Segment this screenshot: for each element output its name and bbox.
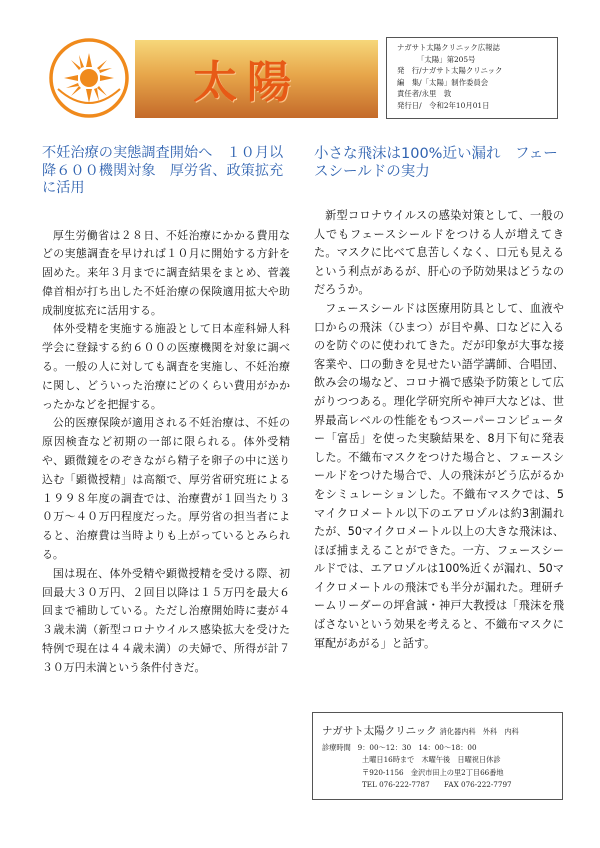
article-infertility: [42, 145, 290, 678]
clinic-notes: 土曜日16時まで 木曜午後 日曜祝日休診: [362, 755, 501, 765]
clinic-departments: 消化器内科 外科 内科: [439, 727, 519, 736]
article-paragraph: フェースシールドは医療用防具として、血液や口からの飛沫（ひまつ）が目や鼻、口などに入るのを防ぐのに使われてきた。だが印象が大事な接客業や、口の動きを見せたい語学講師、合唱団、飲み会の場など、コロナ禍で感染予防策として広がりつつある。理化学研究所や神戸大などは、世界最高レベルの性能をもつスーパーコンピューター「富岳」を使った実験結果を、8月下旬に発表した。不織布マスクをつけた場合と、フェースシールドをつけた場合で、人の飛沫がどう広がるかをシミュレーションした。不織布マスクでは、5マイクロメートル以下のエアロゾルは約3割漏れたが、50マイクロメートル以上の大きな飛沫は、ほぼ捕まえることができた。一方、フェースシールドでは、エアロゾルは100%近くが漏れ、50マイクロメートルの飛沫でも半分が漏れた。理研チームリーダーの坪倉誠・神戸大教授は「飛沫を飛ばさないという効果を考えると、不織布マスクに軍配があがる」と話す。: [314, 301, 564, 650]
article-face-shield: [314, 145, 564, 653]
clinic-hours-label: 診療時間: [322, 743, 351, 752]
article-paragraph: 新型コロナウイルスの感染対策として、一般の人でもフェースシールドをつける人が増えてきた。マスクに比べて息苦しくなく、口元も見えるという利点があるが、肝心の予防効果はどうなのだろうか。: [314, 209, 564, 297]
masthead-line-date: 発行日/ 令和2年10月01日: [397, 100, 490, 110]
article-paragraph: 体外受精を実施する施設として日本産科婦人科学会に登録する約６００の医療機関を対象に調べる。一般の人に対しても調査を実施し、不妊治療に関し、どういった治療にどのくらい費用がかかったかなどを把握する。: [42, 322, 290, 411]
clinic-phone: TEL 076-222-7787 FAX 076-222-7797: [362, 780, 512, 790]
sun-logo-icon: [48, 37, 130, 119]
newsletter-banner: [135, 40, 378, 118]
clinic-name: ナガサト太陽クリニック: [322, 725, 437, 737]
article-headline: 小さな飛沫は100%近い漏れ フェースシールドの実力: [314, 146, 558, 180]
article-paragraph: 公的医療保険が適用される不妊治療は、不妊の原因検査など初期の一部に限られる。体外受精や、顕微鏡をのぞきながら精子を卵子の中に送り込む「顕微授精」は高額で、厚労省研究班による１９９８年度の調査では、治療費が１回当たり３０万～４０万円程度だった。厚労省の担当者によると、治療費は当時よりも上がっているとみられる。: [42, 416, 290, 562]
article-body: [314, 207, 564, 653]
masthead-box: [386, 37, 558, 119]
masthead-line-publisher: 発 行/ナガサト太陽クリニック: [397, 66, 503, 76]
clinic-info-box: [312, 712, 563, 800]
article-paragraph: 国は現在、体外受精や顕微授精を受ける際、初回最大３０万円、２回目以降は１５万円を最大６回まで補助している。ただし治療開始時に妻が４３歳未満（新型コロナウイルス感染拡大を受けた特例で現在は４４歳未満）の夫婦で、所得が計７３０万円未満という条件付きだ。: [42, 566, 290, 674]
banner-title: 太陽: [193, 57, 301, 108]
masthead-line-publication: ナガサト太陽クリニック広報誌: [397, 43, 500, 52]
clinic-hours: 9：00～12：30 14：00～18：00: [357, 743, 477, 752]
article-body: [42, 227, 290, 678]
article-headline: 不妊治療の実態調査開始へ １０月以降６００機関対象 厚労省、政策拡充に活用: [42, 145, 284, 196]
masthead-line-responsible: 責任者/永里 敦: [397, 89, 452, 99]
masthead-line-issue: 「太陽」第205号: [417, 54, 476, 64]
masthead-line-editor: 編 集/「太陽」制作委員会: [397, 77, 489, 87]
article-paragraph: 厚生労働省は２８日、不妊治療にかかる費用などの実態調査を早ければ１０月に開始する方針を固めた。来年３月までに調査結果をまとめ、菅義偉首相が打ち出した不妊治療の保険適用拡大や助成制度拡充に活用する。: [42, 228, 290, 317]
clinic-address: 〒920-1156 金沢市田上の里2丁目66番地: [362, 767, 504, 777]
